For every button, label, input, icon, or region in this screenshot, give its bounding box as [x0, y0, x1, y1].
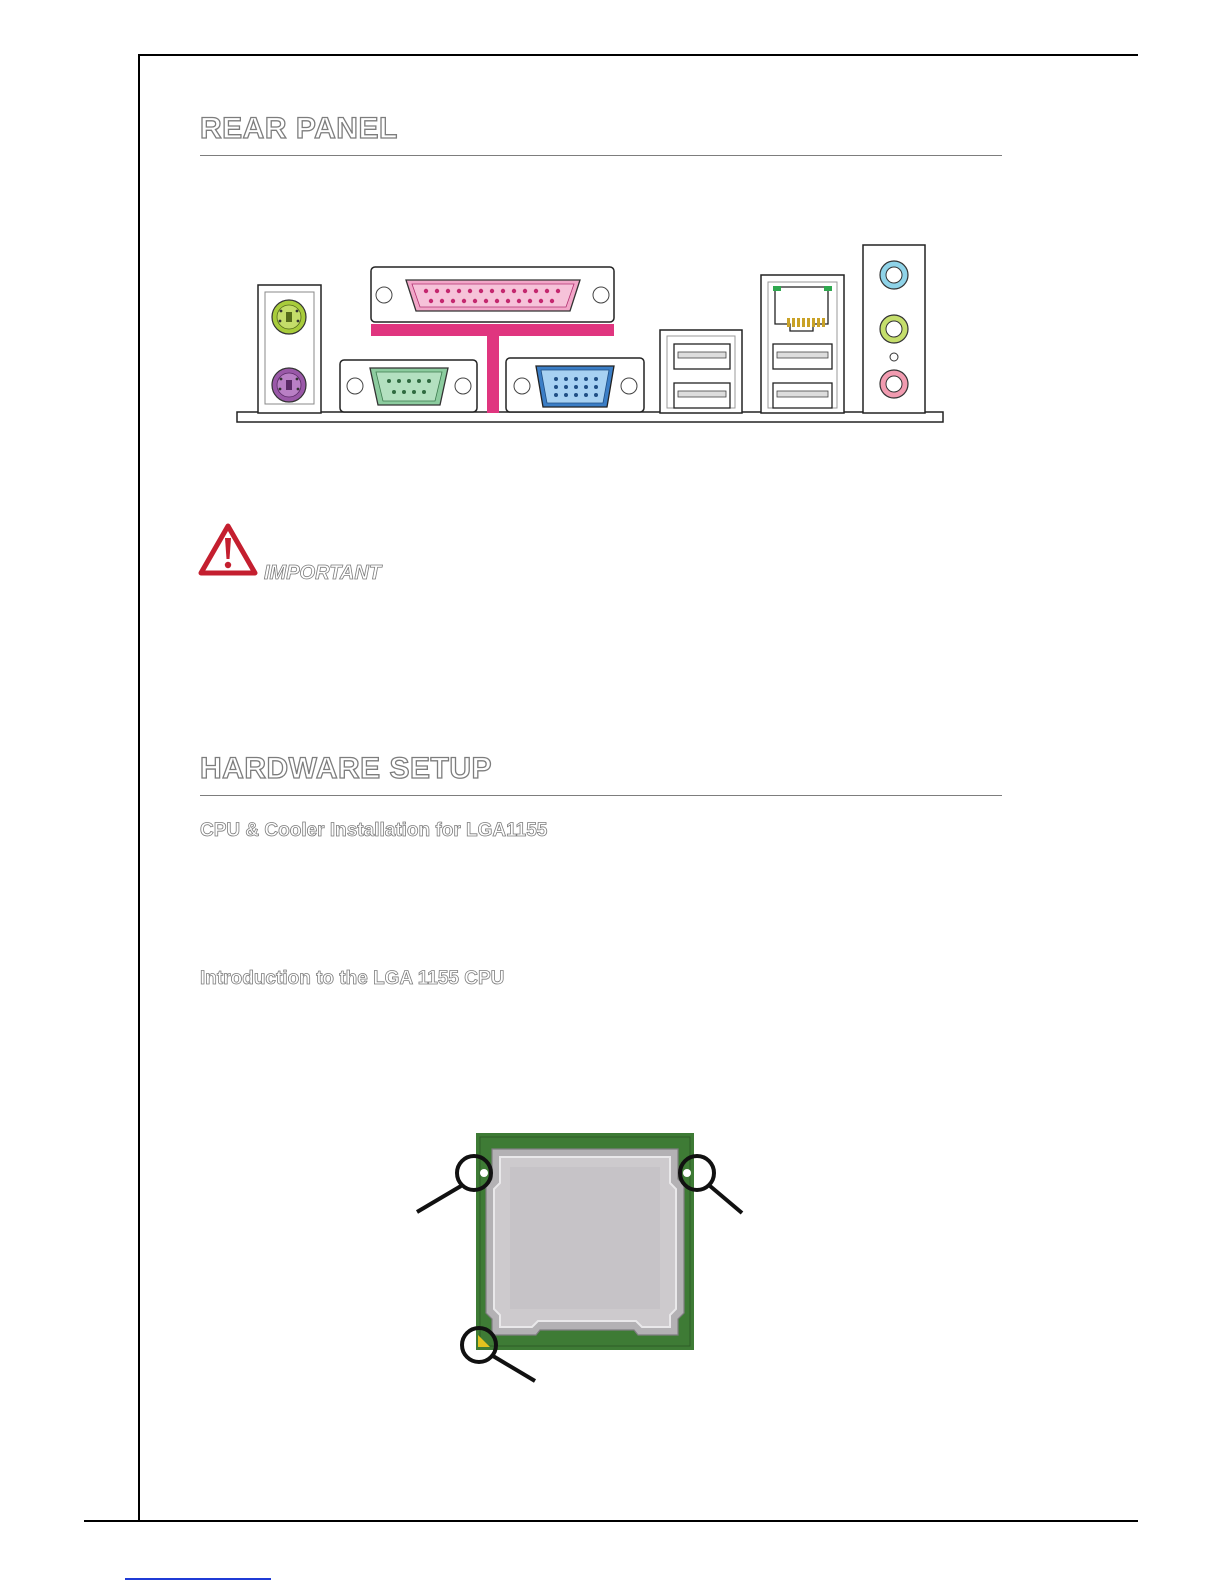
audio-line-in-jack — [880, 261, 908, 289]
lga1155-cpu-diagram — [410, 1125, 760, 1390]
page-frame-left — [138, 54, 140, 1522]
hardware-setup-title: HARDWARE SETUP — [200, 752, 493, 785]
ps2-ports — [258, 285, 321, 413]
usb-port — [773, 344, 832, 369]
serial-port — [340, 360, 477, 412]
lga1155-intro-title: Introduction to the LGA 1155 CPU — [200, 968, 505, 989]
vga-port — [506, 358, 644, 412]
cpu-cooler-installation-title: CPU & Cooler Installation for LGA1155 — [200, 820, 548, 841]
page-frame-bottom — [84, 1520, 1138, 1522]
lan-port — [773, 286, 832, 331]
cpu-heat-spreader — [486, 1149, 684, 1335]
usb-port — [674, 344, 730, 369]
rear-panel-rule — [200, 155, 1002, 156]
rear-panel-title: REAR PANEL — [200, 112, 398, 145]
rear-panel-diagram — [230, 240, 950, 430]
ps2-mouse-port — [272, 300, 306, 334]
parallel-port — [371, 267, 614, 322]
footer-link-underline — [125, 1578, 271, 1580]
audio-line-out-jack — [880, 315, 908, 343]
audio-mic-jack — [880, 370, 908, 398]
warning-icon — [197, 522, 259, 578]
page-frame-top — [138, 54, 1138, 56]
usb-port — [773, 383, 832, 408]
audio-jacks — [863, 245, 925, 413]
usb-port — [674, 383, 730, 408]
hardware-setup-rule — [200, 795, 1002, 796]
usb-ports-left — [660, 330, 742, 413]
lan-usb-stack — [761, 275, 844, 413]
important-label: IMPORTANT — [264, 562, 382, 584]
ps2-keyboard-port — [272, 368, 306, 402]
